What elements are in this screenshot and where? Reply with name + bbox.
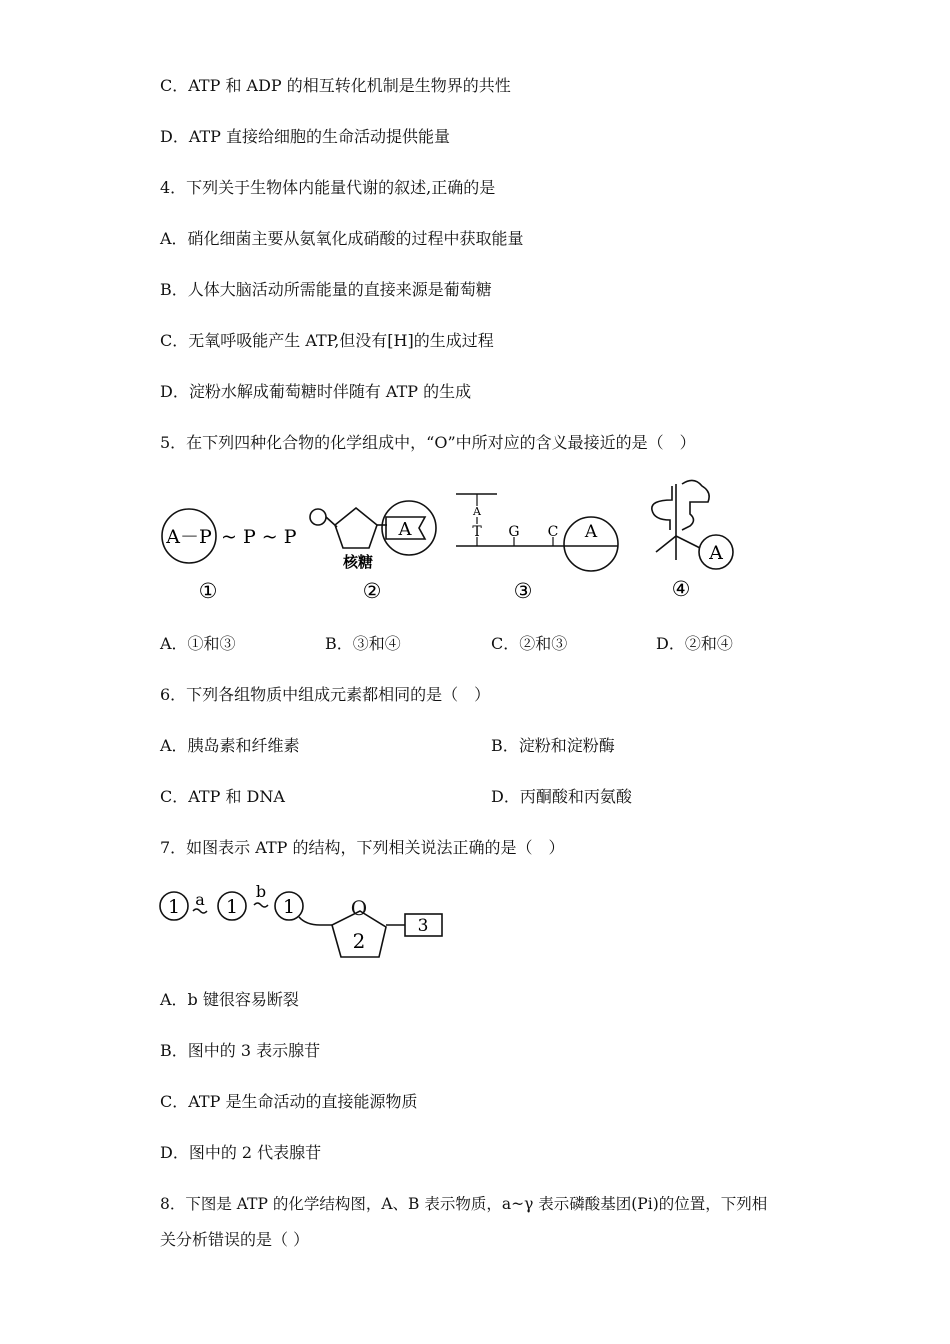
q6-option-d: D．丙酮酸和丙氨酸 — [491, 787, 632, 806]
q5-stem: 5．在下列四种化合物的化学组成中，“O”中所对应的含义最接近的是（ ） — [160, 433, 696, 452]
q6-option-c: C．ATP 和 DNA — [160, 787, 285, 806]
q5-option-b: B．③和④ — [325, 634, 401, 653]
q4-option-b: B．人体大脑活动所需能量的直接来源是葡萄糖 — [160, 280, 492, 299]
q6-option-b: B．淀粉和淀粉酶 — [491, 736, 615, 755]
q5-figure — [0, 470, 950, 610]
q7-option-c: C．ATP 是生命活动的直接能源物质 — [160, 1092, 418, 1111]
fig3-number: ③ — [513, 579, 533, 603]
ring-oxygen-label: O — [350, 896, 368, 920]
fig2-number: ② — [362, 579, 382, 603]
q4-stem: 4．下列关于生物体内能量代谢的叙述,正确的是 — [160, 178, 496, 197]
q7-stem: 7．如图表示 ATP 的结构，下列相关说法正确的是（ ） — [160, 838, 565, 857]
fig1-number: ① — [198, 579, 218, 603]
q5-option-d: D．②和④ — [656, 634, 733, 653]
q4-option-d: D．淀粉水解成葡萄糖时伴随有 ATP 的生成 — [160, 382, 472, 401]
q5-figure-2 — [310, 501, 436, 603]
fig4-number: ④ — [671, 577, 691, 601]
q6-option-a: A．胰岛素和纤维素 — [160, 736, 300, 755]
q3-option-d: D．ATP 直接给细胞的生命活动提供能量 — [160, 127, 451, 146]
fig3-base-g: G — [508, 524, 520, 540]
box-3-label: 3 — [417, 916, 429, 936]
q5-figure-1 — [162, 509, 297, 603]
fig3-circle-text: A — [584, 522, 598, 542]
q7-option-a: A．b 键很容易断裂 — [160, 990, 299, 1009]
bond-b-label: b — [255, 882, 267, 901]
phosphate-3-label: 1 — [282, 896, 296, 918]
q5-figure-4 — [652, 480, 733, 601]
fig3-base-c: C — [547, 524, 559, 540]
q7-option-d: D．图中的 2 代表腺苷 — [160, 1143, 322, 1162]
q4-option-c: C．无氧呼吸能产生 ATP,但没有[H]的生成过程 — [160, 331, 494, 350]
fig1-circle-text: A－P — [166, 526, 212, 548]
q5-figure-3 — [456, 494, 618, 603]
phosphate-2-label: 1 — [225, 896, 239, 918]
bond-a-label: a — [195, 890, 205, 909]
q7-option-b: B．图中的 3 表示腺苷 — [160, 1041, 321, 1060]
q4-option-a: A．硝化细菌主要从氨氧化成硝酸的过程中获取能量 — [160, 229, 524, 248]
q3-option-c: C．ATP 和 ADP 的相互转化机制是生物界的共性 — [160, 76, 511, 95]
fig2-sugar-label: 核糖 — [342, 553, 374, 571]
fig4-circle-text: A — [709, 542, 723, 564]
ring-number-label: 2 — [352, 929, 366, 953]
fig3-base-t: T — [472, 524, 482, 540]
fig1-tail-text: ~ P ~ P — [221, 526, 297, 548]
q5-option-c: C．②和③ — [491, 634, 568, 653]
fig3-base-a: A — [473, 505, 481, 518]
fig2-base-text: A — [398, 519, 412, 540]
phosphate-1-label: 1 — [167, 896, 181, 918]
q7-atp-structure-figure — [150, 875, 460, 965]
q5-option-a: A．①和③ — [160, 634, 236, 653]
q8-stem-line-1: 8．下图是 ATP 的化学结构图，A、B 表示物质，a~γ 表示磷酸基团(Pi)的位置，下列相 — [160, 1195, 768, 1213]
q6-stem: 6．下列各组物质中组成元素都相同的是（ ） — [160, 685, 491, 704]
q8-stem-line-2: 关分析错误的是（ ） — [160, 1230, 310, 1249]
